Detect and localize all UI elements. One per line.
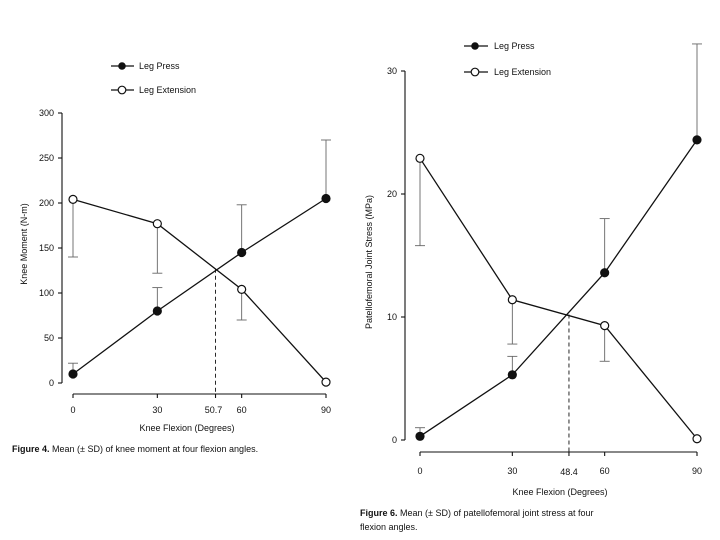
plot-area: [387, 44, 702, 477]
legend: [111, 61, 196, 95]
y-axis-title: Knee Moment (N-m): [19, 203, 29, 285]
data-point-leg-extension: [69, 195, 77, 203]
data-point-leg-extension: [322, 378, 330, 386]
series-line-leg-press: [420, 140, 697, 436]
data-point-leg-extension: [601, 322, 609, 330]
data-point-leg-press: [322, 195, 330, 203]
caption-text: Mean (± SD) of patellofemoral joint stress at four: [400, 508, 594, 518]
legend-label-leg-press: Leg Press: [139, 61, 180, 71]
x-tick-label: 0: [417, 466, 423, 476]
data-point-leg-extension: [238, 285, 246, 293]
data-point-leg-press: [693, 136, 701, 144]
intersection-label: 50.7: [204, 405, 223, 415]
intersection-label: 48.4: [560, 467, 578, 477]
legend-marker-leg-press: [118, 62, 126, 70]
data-point-leg-press: [69, 370, 77, 378]
knee-moment-chart: [12, 61, 331, 454]
y-tick-label: 0: [48, 378, 54, 388]
y-tick-label: 150: [38, 243, 54, 253]
y-axis-title: Patellofemoral Joint Stress (MPa): [364, 194, 374, 330]
patellofemoral-stress-chart: [360, 41, 702, 532]
data-point-leg-extension: [153, 220, 161, 228]
legend-item-leg-extension: [111, 85, 196, 95]
x-tick-label: 30: [507, 466, 518, 476]
y-tick-label: 250: [38, 153, 54, 163]
x-axis-title: Knee Flexion (Degrees): [139, 423, 235, 433]
y-tick-label: 300: [38, 108, 54, 118]
y-tick-label: 200: [38, 198, 54, 208]
data-point-leg-extension: [416, 154, 424, 162]
data-point-leg-press: [153, 307, 161, 315]
y-tick-label: 30: [386, 66, 397, 76]
plot-area: [39, 108, 331, 415]
x-tick-label: 60: [599, 466, 610, 476]
legend-label-leg-press: Leg Press: [494, 41, 535, 51]
x-tick-label: 90: [691, 466, 703, 476]
figure-caption: [12, 444, 258, 454]
y-tick-label: 20: [386, 189, 397, 199]
x-axis-title: Knee Flexion (Degrees): [512, 487, 608, 497]
x-tick-label: 30: [152, 405, 163, 415]
data-point-leg-extension: [508, 296, 516, 304]
legend-item-leg-press: [464, 41, 535, 51]
legend-marker-leg-press: [471, 42, 479, 50]
series-line-leg-press: [73, 199, 326, 375]
caption-text: Mean (± SD) of knee moment at four flexion angles.: [52, 444, 259, 454]
y-tick-label: 50: [43, 333, 54, 343]
legend-marker-leg-extension: [471, 68, 479, 76]
x-tick-label: 60: [236, 405, 247, 415]
legend-label-leg-extension: Leg Extension: [494, 67, 552, 77]
x-tick-label: 90: [320, 405, 332, 415]
data-point-leg-extension: [693, 435, 701, 443]
legend-item-leg-extension: [464, 67, 551, 77]
y-tick-label: 10: [386, 312, 397, 322]
caption-figure-number: Figure 6.: [360, 508, 398, 518]
x-tick-label: 0: [70, 405, 76, 415]
legend-label-leg-extension: Leg Extension: [139, 85, 197, 95]
legend: [464, 41, 551, 77]
data-point-leg-press: [238, 249, 246, 257]
y-tick-label: 100: [38, 288, 54, 298]
figure-caption: [360, 508, 594, 532]
series-line-leg-extension: [73, 199, 326, 382]
data-point-leg-press: [416, 432, 424, 440]
data-point-leg-press: [508, 371, 516, 379]
legend-item-leg-press: [111, 61, 180, 71]
y-tick-label: 0: [391, 435, 397, 445]
data-point-leg-press: [601, 269, 609, 277]
caption-figure-number: Figure 4.: [12, 444, 50, 454]
caption-text-continued: flexion angles.: [360, 522, 418, 532]
legend-marker-leg-extension: [118, 86, 126, 94]
